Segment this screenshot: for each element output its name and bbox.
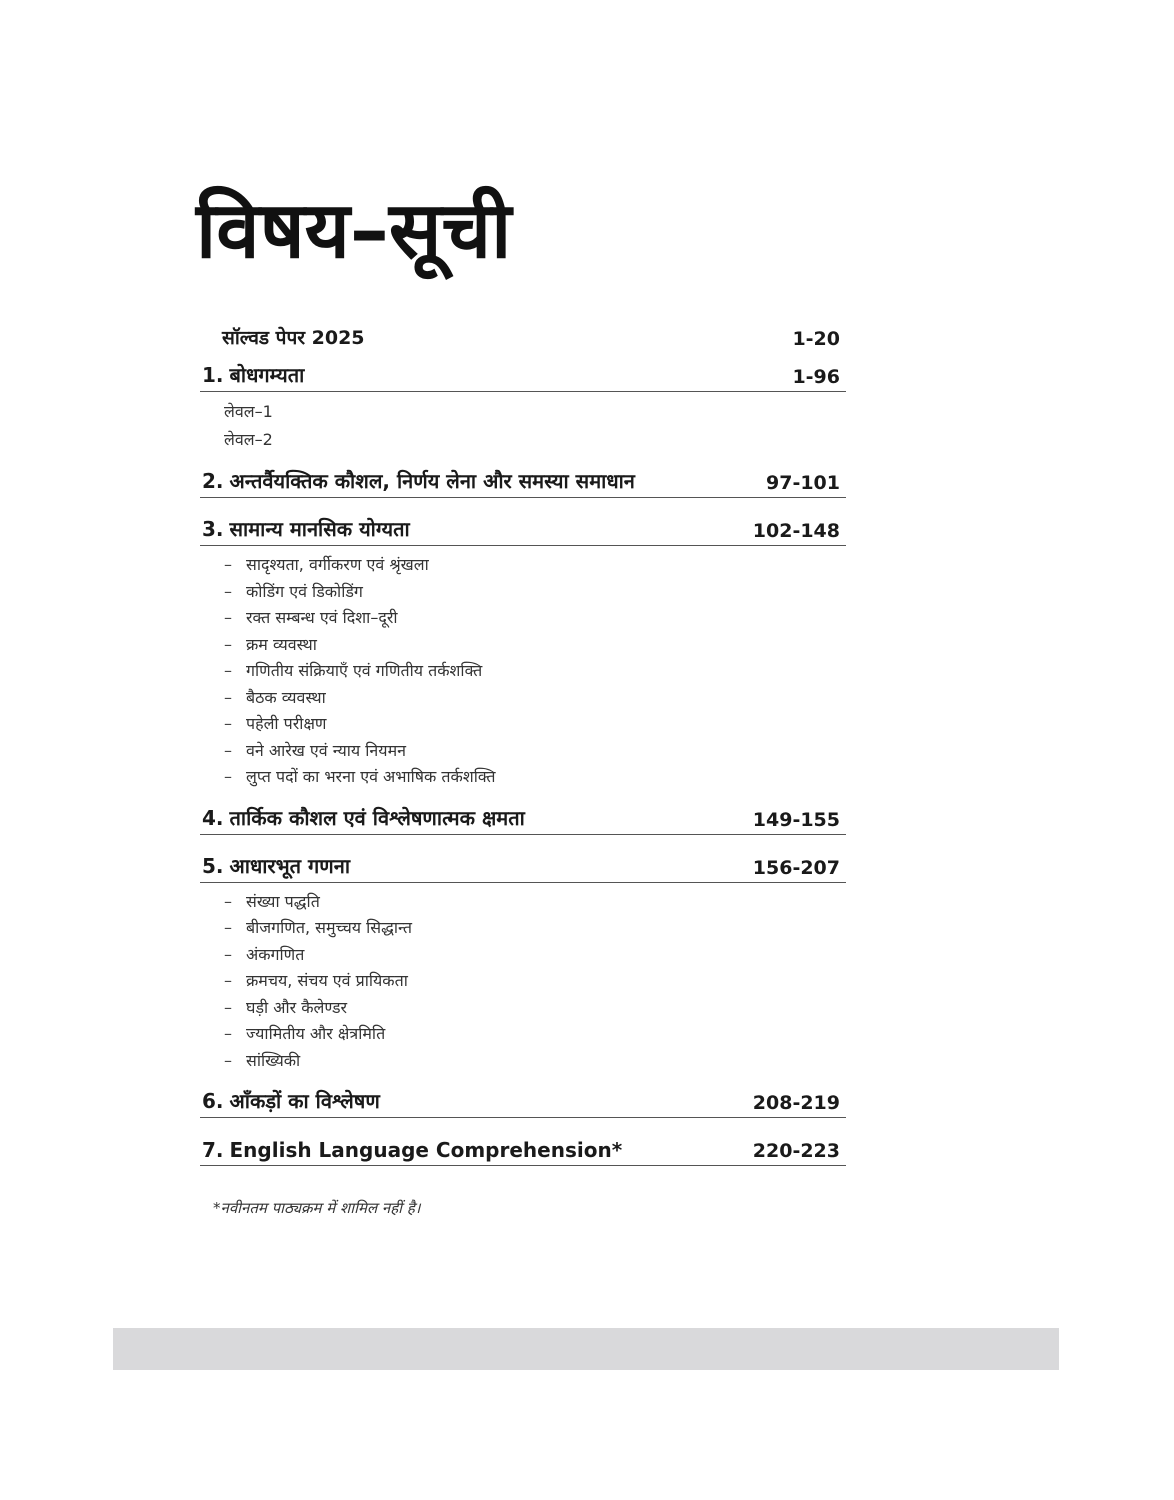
subtopic-item <box>200 764 846 791</box>
subtopic-text: कोडिंग एवं डिकोडिंग <box>246 581 363 601</box>
chapter-heading <box>200 514 846 546</box>
dash-bullet: – <box>224 997 232 1017</box>
subtopic-text: लुप्त पदों का भरना एवं अभाषिक तर्कशक्ति <box>246 767 496 786</box>
chapter-title <box>202 804 525 831</box>
table-of-contents <box>200 312 846 1166</box>
subtopic-text: पहेली परीक्षण <box>246 714 327 733</box>
chapter-pages: 102-148 <box>752 520 840 542</box>
subtopic-item <box>200 738 846 765</box>
dash-bullet: – <box>224 767 232 786</box>
solved-paper-row <box>200 312 846 350</box>
subtopic-item <box>200 685 846 712</box>
chapter-title-text: तार्किक कौशल एवं विश्लेषणात्मक क्षमता <box>229 805 525 830</box>
chapter-5 <box>200 851 846 1077</box>
dash-bullet: – <box>224 608 232 627</box>
subtopic-item <box>200 658 846 685</box>
dash-bullet: – <box>224 714 232 733</box>
chapter-heading <box>200 466 846 498</box>
subtopic-item <box>200 605 846 632</box>
chapter-pages: 220-223 <box>752 1140 840 1162</box>
chapter-number: 1. <box>202 363 224 387</box>
chapter-7 <box>200 1134 846 1166</box>
solved-paper-pages: 1-20 <box>792 328 840 350</box>
dash-bullet: – <box>224 581 232 601</box>
subtopic-item <box>200 579 846 606</box>
dash-bullet: – <box>224 918 232 937</box>
chapter-title-text: आधारभूत गणना <box>229 853 351 878</box>
subtopic-item <box>200 995 846 1022</box>
chapter-4 <box>200 803 846 835</box>
chapter-title <box>202 361 304 388</box>
dash-bullet: – <box>224 971 232 990</box>
subtopic-text: बैठक व्यवस्था <box>246 687 326 707</box>
subtopic-item <box>200 889 846 916</box>
chapter-number: 7. <box>202 1138 224 1162</box>
chapter-title-text: English Language Comprehension* <box>229 1138 623 1162</box>
page-title: विषय–सूची <box>196 186 512 276</box>
footer-band <box>113 1328 1059 1370</box>
chapter-number: 5. <box>202 853 224 878</box>
dash-bullet: – <box>224 944 232 964</box>
chapter-title-text: आँकड़ों का विश्लेषण <box>229 1089 380 1113</box>
chapter-title-text: बोधगम्यता <box>229 363 305 387</box>
dash-bullet: – <box>224 740 232 760</box>
chapter-number: 6. <box>202 1089 224 1113</box>
dash-bullet: – <box>224 891 232 911</box>
subtopic-item <box>200 711 846 738</box>
dash-bullet: – <box>224 1050 232 1070</box>
subtopic-item <box>200 1021 846 1048</box>
chapter-title-text: सामान्य मानसिक योग्यता <box>229 517 410 541</box>
subtopic-list <box>200 392 846 456</box>
chapter-heading <box>200 803 846 835</box>
subtopic-item <box>200 632 846 659</box>
dash-bullet: – <box>224 661 232 680</box>
chapter-heading <box>200 360 846 392</box>
chapter-number: 3. <box>202 517 224 541</box>
chapter-title <box>202 515 410 542</box>
subtopic-list <box>200 546 846 793</box>
subtopic-item <box>200 552 846 579</box>
subtopic-item <box>200 915 846 942</box>
subtopic-text: घड़ी और कैलेण्डर <box>246 997 348 1017</box>
chapter-pages: 156-207 <box>752 856 840 879</box>
subtopic-list <box>200 883 846 1077</box>
subtopic-text: ज्यामितीय और क्षेत्रमिति <box>246 1024 386 1043</box>
subtopic-text: संख्या पद्धति <box>246 891 320 911</box>
dash-bullet: – <box>224 634 232 654</box>
chapter-pages: 97-101 <box>766 472 840 494</box>
chapter-6 <box>200 1086 846 1118</box>
subtopic-text: क्रमचय, संचय एवं प्रायिकता <box>246 971 408 990</box>
dash-bullet: – <box>224 555 232 574</box>
subtopic-text: गणितीय संक्रियाएँ एवं गणितीय तर्कशक्ति <box>246 661 483 680</box>
chapter-pages: 208-219 <box>752 1092 840 1114</box>
chapter-title-text: अन्तर्वैयक्तिक कौशल, निर्णय लेना और समस्या समाधान <box>229 469 635 493</box>
chapter-title <box>202 467 635 494</box>
subtopic-item <box>200 942 846 969</box>
chapter-number: 2. <box>202 469 224 493</box>
subtopic-text: वने आरेख एवं न्याय नियमन <box>246 740 407 760</box>
subtopic-text: सांख्यिकी <box>246 1050 301 1070</box>
subtopic-text: सादृश्यता, वर्गीकरण एवं श्रृंखला <box>246 555 429 574</box>
chapter-title <box>202 852 350 879</box>
dash-bullet: – <box>224 687 232 707</box>
subtopic-item: लेवल–1 <box>224 402 273 421</box>
solved-paper-label: सॉल्वड पेपर 2025 <box>222 327 365 349</box>
footnote: *नवीनतम पाठ्यक्रम में शामिल नहीं है। <box>213 1199 421 1217</box>
chapter-number: 4. <box>202 805 224 830</box>
chapter-pages: 1-96 <box>792 366 840 388</box>
dash-bullet: – <box>224 1024 232 1043</box>
subtopic-item: लेवल–2 <box>224 430 273 449</box>
subtopic-text: रक्त सम्बन्ध एवं दिशा–दूरी <box>246 608 398 627</box>
subtopic-item <box>200 968 846 995</box>
chapter-heading <box>200 851 846 883</box>
subtopic-item <box>200 1048 846 1075</box>
subtopic-text: अंकगणित <box>246 944 305 964</box>
chapter-3 <box>200 514 846 793</box>
chapter-title <box>202 1087 380 1114</box>
chapter-pages: 149-155 <box>752 808 840 831</box>
chapter-heading <box>200 1086 846 1118</box>
subtopic-text: बीजगणित, समुच्चय सिद्धान्त <box>246 918 413 937</box>
chapter-title <box>202 1138 622 1162</box>
chapter-heading <box>200 1134 846 1166</box>
subtopic-text: क्रम व्यवस्था <box>246 634 317 654</box>
chapter-2 <box>200 466 846 498</box>
chapter-1 <box>200 360 846 456</box>
